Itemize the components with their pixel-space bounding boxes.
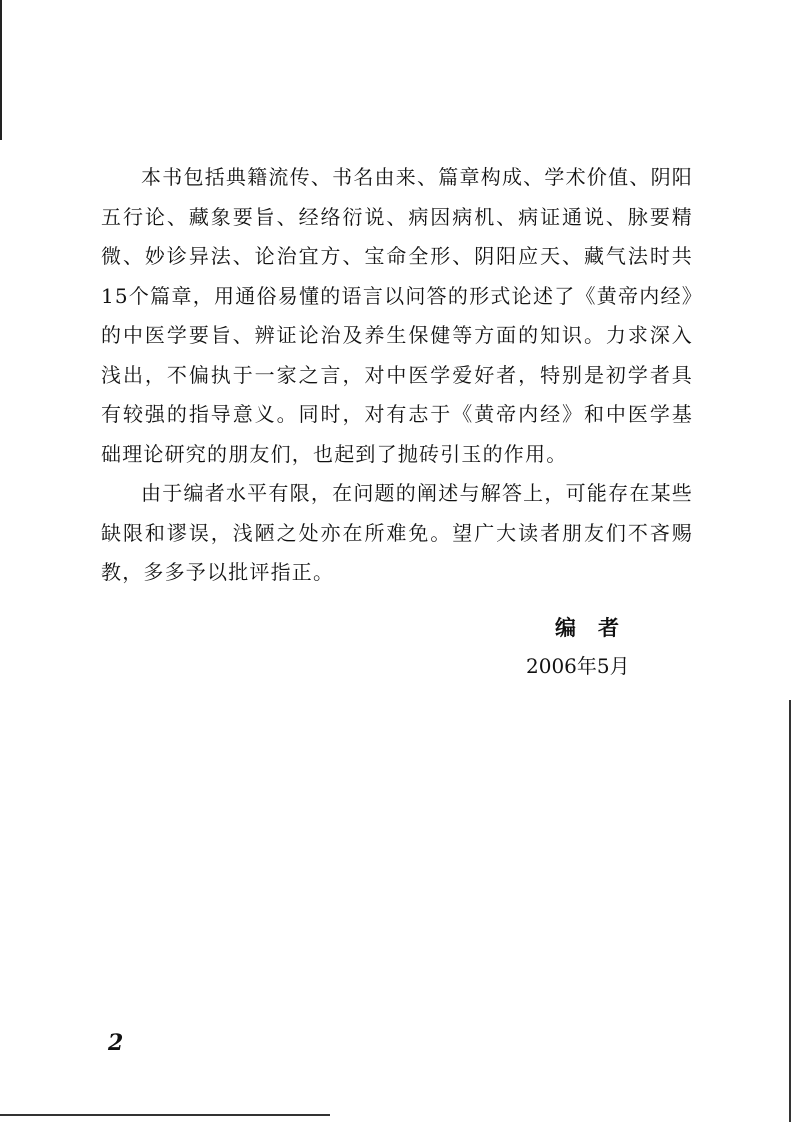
author-signature: 编者 [555, 615, 641, 640]
page-edge-left [0, 0, 2, 140]
page-number: 2 [108, 1030, 124, 1056]
date-line: 2006年5月 [526, 654, 630, 678]
page-edge-bottom [0, 1114, 330, 1116]
preface-body [101, 158, 693, 593]
paragraph-1: 本书包括典籍流传、书名由来、篇章构成、学术价值、阴阳五行论、藏象要旨、经络衍说、病因病机、病证通说、脉要精微、妙诊异法、论治宜方、宝命全形、阴阳应天、藏气法时共15个篇章，用通俗易懂的语言以问答的形式论述了《黄帝内经》的中医学要旨、辨证论治及养生保健等方面的知识。力求深入浅出，不偏执于一家之言，对中医学爱好者，特别是初学者具有较强的指导意义。同时，对有志于《黄帝内经》和中医学基础理论研究的朋友们，也起到了抛砖引玉的作用。 [101, 165, 693, 466]
paragraph-2: 由于编者水平有限，在问题的阐述与解答上，可能存在某些缺限和谬误，浅陋之处亦在所难免。望广大读者朋友们不吝赐教，多多予以批评指正。 [101, 481, 693, 584]
page-edge-right [789, 700, 791, 1122]
